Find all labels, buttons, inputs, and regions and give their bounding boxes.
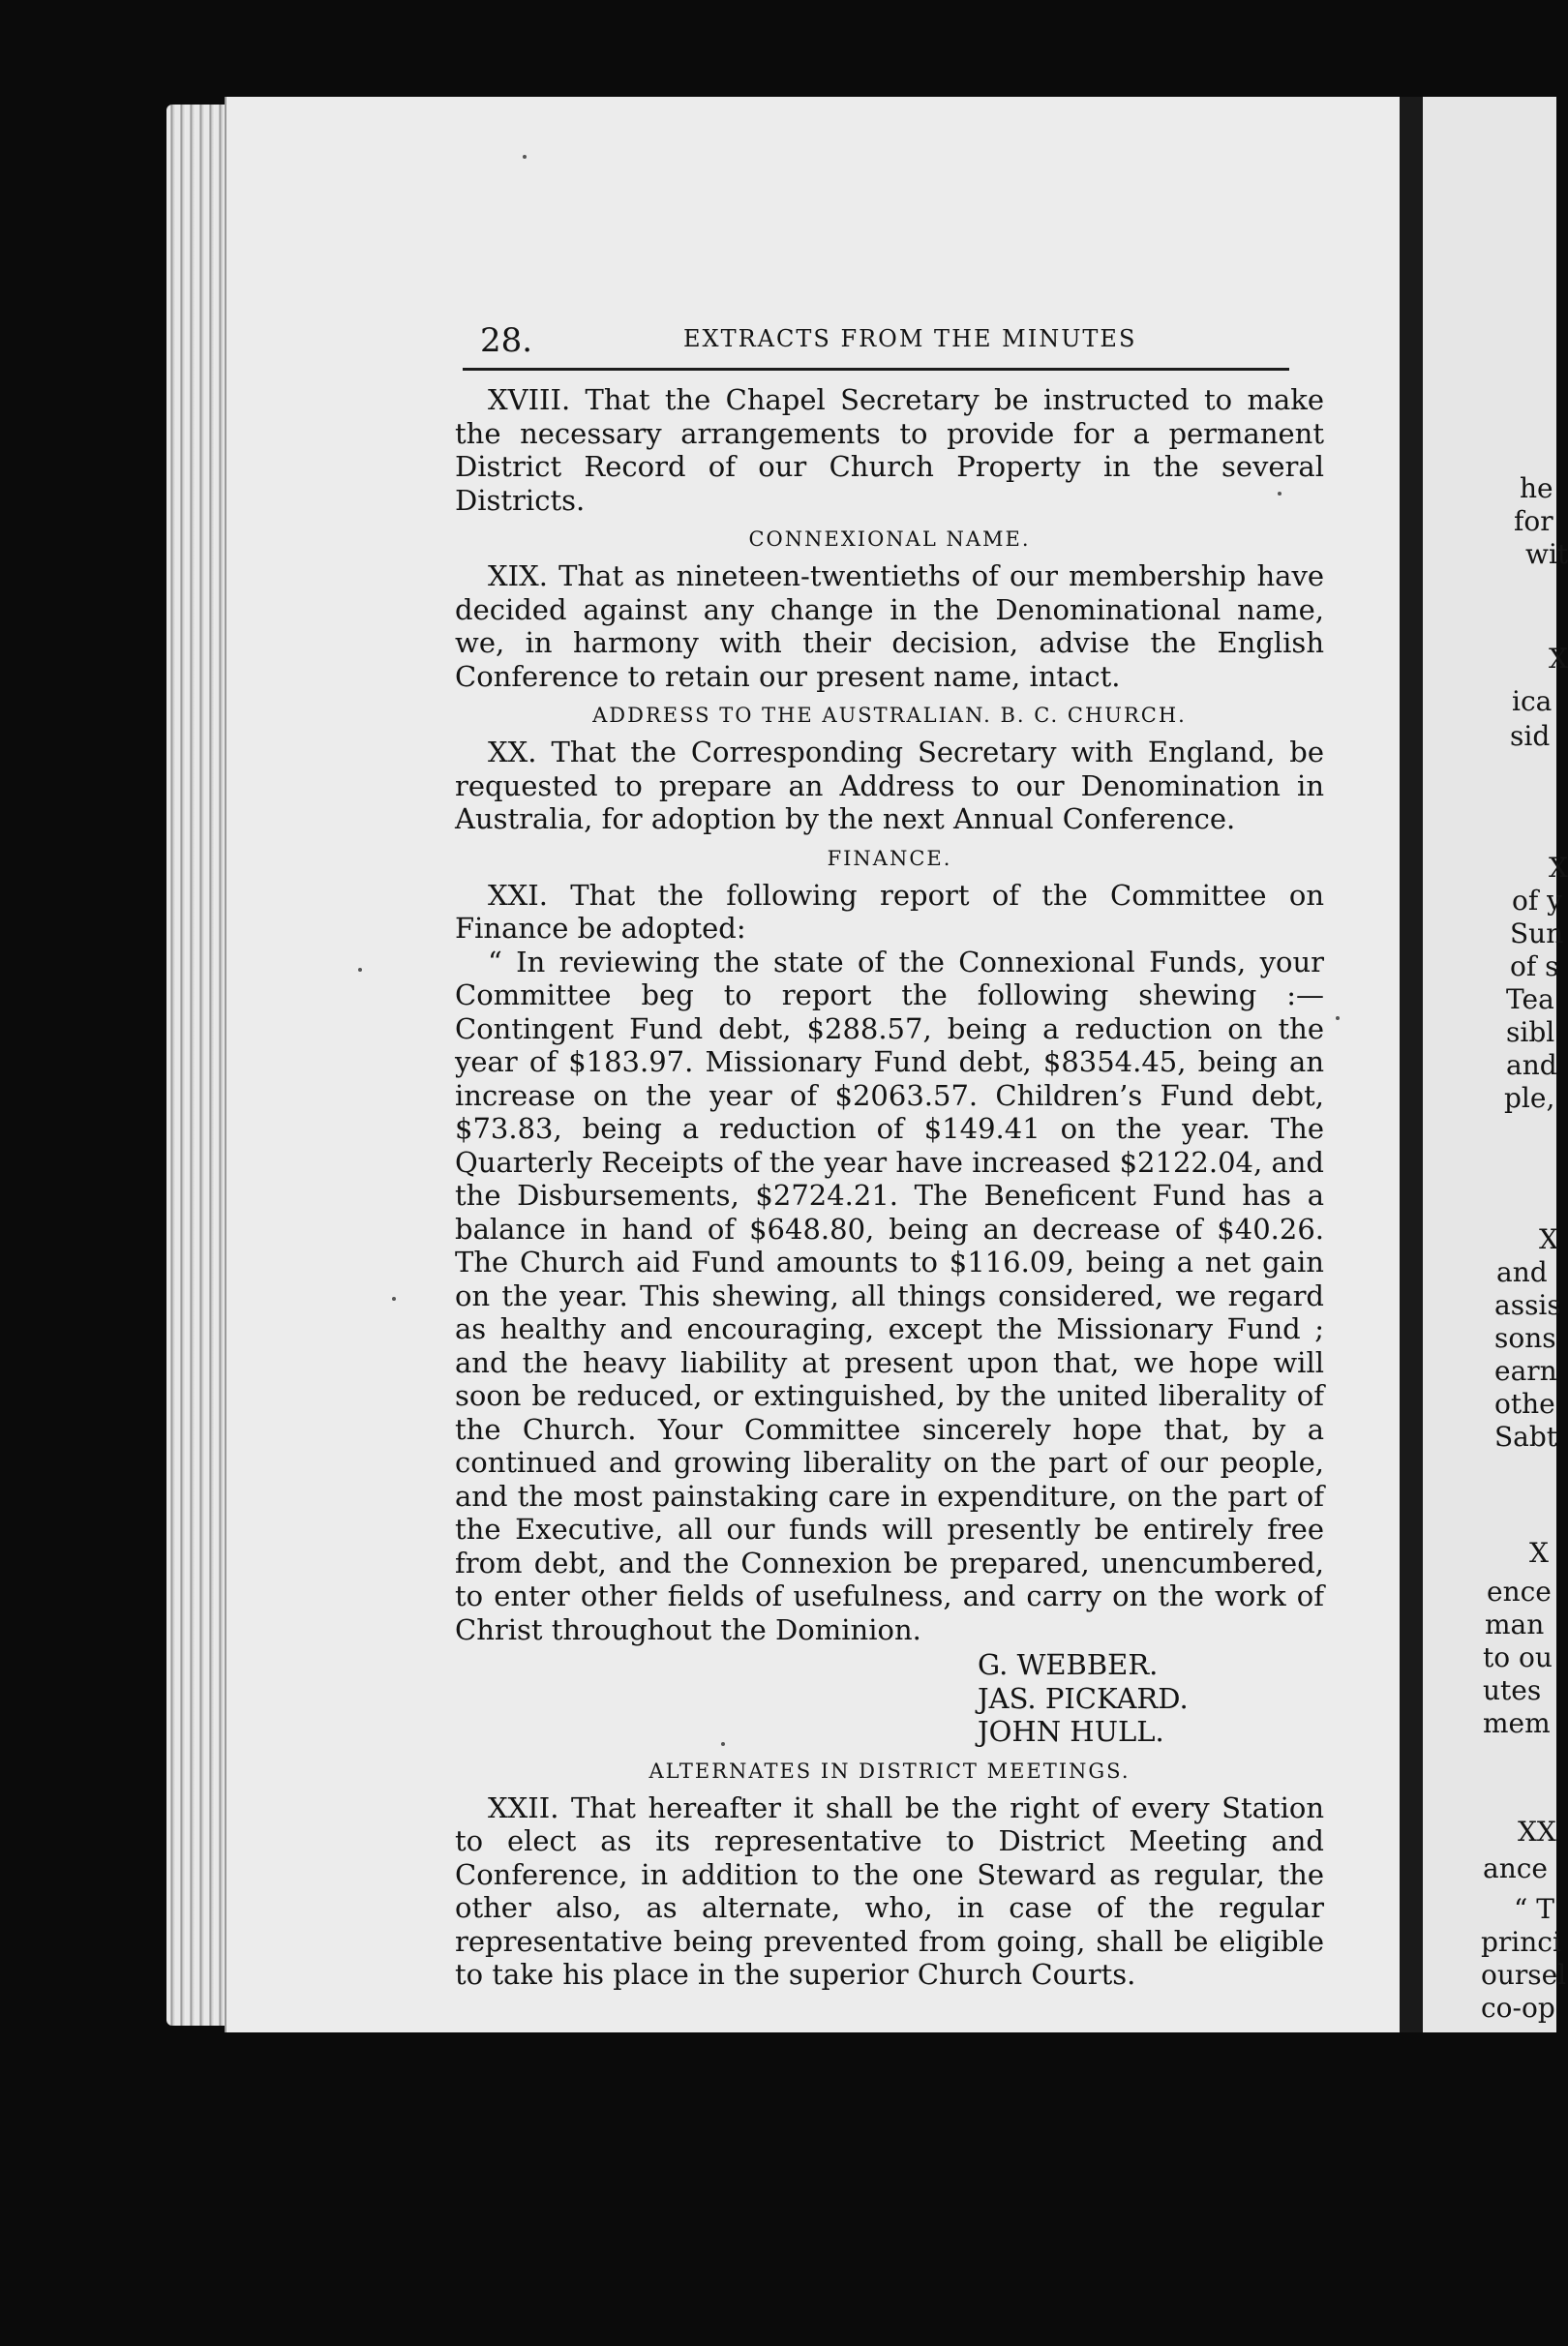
fragment: X <box>1539 1223 1558 1255</box>
fragment: ance <box>1483 1852 1548 1884</box>
fragment: Sun <box>1510 917 1564 949</box>
fragment: ica <box>1512 685 1553 717</box>
fragment: he <box>1520 472 1553 504</box>
fragment: ence <box>1487 1576 1552 1608</box>
fragment: of s <box>1510 950 1559 982</box>
page-body <box>455 383 1324 1992</box>
paper-speck <box>1278 492 1282 496</box>
gutter <box>1400 97 1423 2032</box>
fragment: “ T <box>1514 1893 1554 1925</box>
running-head <box>480 321 1289 366</box>
resolution-xix: XIX. That as nineteen-twentieths of our membership have decided against any change in the Denominational name, we, in harmony with their decision, advise the English Conference to retain our present name, intact. <box>455 559 1324 693</box>
resolution-xx: XX. That the Corresponding Secretary with England, be requested to prepare an Address to our Denomination in Australia, for adoption by the next Annual Conference. <box>455 736 1324 835</box>
paper-speck <box>523 155 527 159</box>
fragment: sons <box>1494 1322 1556 1354</box>
fragment: X <box>1549 852 1568 884</box>
fragment: X <box>1529 1537 1549 1569</box>
fragment: man <box>1485 1609 1545 1640</box>
fragment: X <box>1549 643 1568 675</box>
finance-report-quote: “ In reviewing the state of the Connexional Funds, your Committee beg to report the following shewing :—Contingent Fund debt, $288.57, being a reduction on the year of $183.97. Missionary Fund debt, $8354.45, being an increase on the year of $2063.57. Children’s Fund debt, $73.83, being a reduction of $149.41 on the year. The Quarterly Receipts of the year have increased $2122.04, and the Disbursements, $2724.21. The Beneficent Fund has a balance in hand of $648.80, being an decrease of $40.26. The Church aid Fund amounts to $116.09, being a net gain on the year. This shewing, all things considered, we regard as healthy and encouraging, except the Missionary Fund ; and the heavy liability at present upon that, we hope will soon be reduced, or extinguished, by the united liberality of the Church. Your Committee sincerely hope that, by a continued and growing liberality on the part of our people, and the most painstaking care in expenditure, on the part of the Executive, all our funds will presently be entirely free from debt, and the Connexion be prepared, unencumbered, to enter other fields of usefulness, and carry on the work of Christ throughout the Dominion. <box>455 945 1324 1646</box>
fragment: othe <box>1494 1388 1555 1420</box>
fragment: oursel <box>1481 1959 1567 1991</box>
section-heading-alternates: ALTERNATES IN DISTRICT MEETINGS. <box>648 1759 1131 1783</box>
section-heading-address: ADDRESS TO THE AUSTRALIAN. B. C. CHURCH. <box>592 704 1187 727</box>
fragment: to ou <box>1483 1641 1553 1673</box>
page-number: 28. <box>480 321 533 360</box>
paper-speck <box>358 968 362 972</box>
resolution-xxii: XXII. That hereafter it shall be the right of every Station to elect as its representative to District Meeting and Conference, in addition to the one Steward as regular, the other also, as alternate, who, in case of the regular representative being prevented from going, shall be eligible to take his place in the superior Church Courts. <box>455 1790 1324 1991</box>
fragment: assis <box>1494 1289 1561 1321</box>
fragment: of y <box>1512 885 1562 917</box>
fragment: earn <box>1494 1355 1557 1387</box>
signatory: G. WEBBER. <box>978 1648 1159 1681</box>
paper-speck <box>721 1742 725 1746</box>
fragment: and <box>1496 1256 1548 1288</box>
fragment: wit <box>1525 538 1568 570</box>
paper-speck <box>392 1297 396 1301</box>
resolution-xviii: XVIII. That the Chapel Secretary be instructed to make the necessary arrangements to provide for a permanent District Record of our Church Property in the several Districts. <box>455 383 1324 517</box>
fragment: princi <box>1481 1926 1561 1958</box>
fragment: ple, <box>1504 1082 1555 1114</box>
paper-speck <box>1336 1016 1340 1020</box>
section-heading-finance: FINANCE. <box>827 846 952 870</box>
fragment: XX <box>1518 1816 1556 1848</box>
fragment: Tea <box>1506 983 1554 1015</box>
signatories <box>978 1648 1324 1749</box>
signatory: JAS. PICKARD. <box>978 1681 1189 1715</box>
fragment: mem <box>1483 1707 1551 1739</box>
fragment: co-op <box>1481 1992 1555 2024</box>
running-title: EXTRACTS FROM THE MINUTES <box>683 325 1137 352</box>
section-heading-connexional-name: CONNEXIONAL NAME. <box>748 527 1031 551</box>
fragment: sibl <box>1506 1016 1555 1048</box>
resolution-xxi: XXI. That the following report of the Committee on Finance be adopted: <box>455 878 1324 945</box>
fragment: for <box>1514 505 1553 537</box>
fragment: utes <box>1483 1674 1542 1706</box>
fragment: and <box>1506 1049 1557 1081</box>
fragment: Sabt <box>1494 1421 1558 1453</box>
header-rule <box>463 368 1289 371</box>
fragment: sid <box>1510 720 1551 752</box>
signatory: JOHN HULL. <box>978 1715 1164 1748</box>
